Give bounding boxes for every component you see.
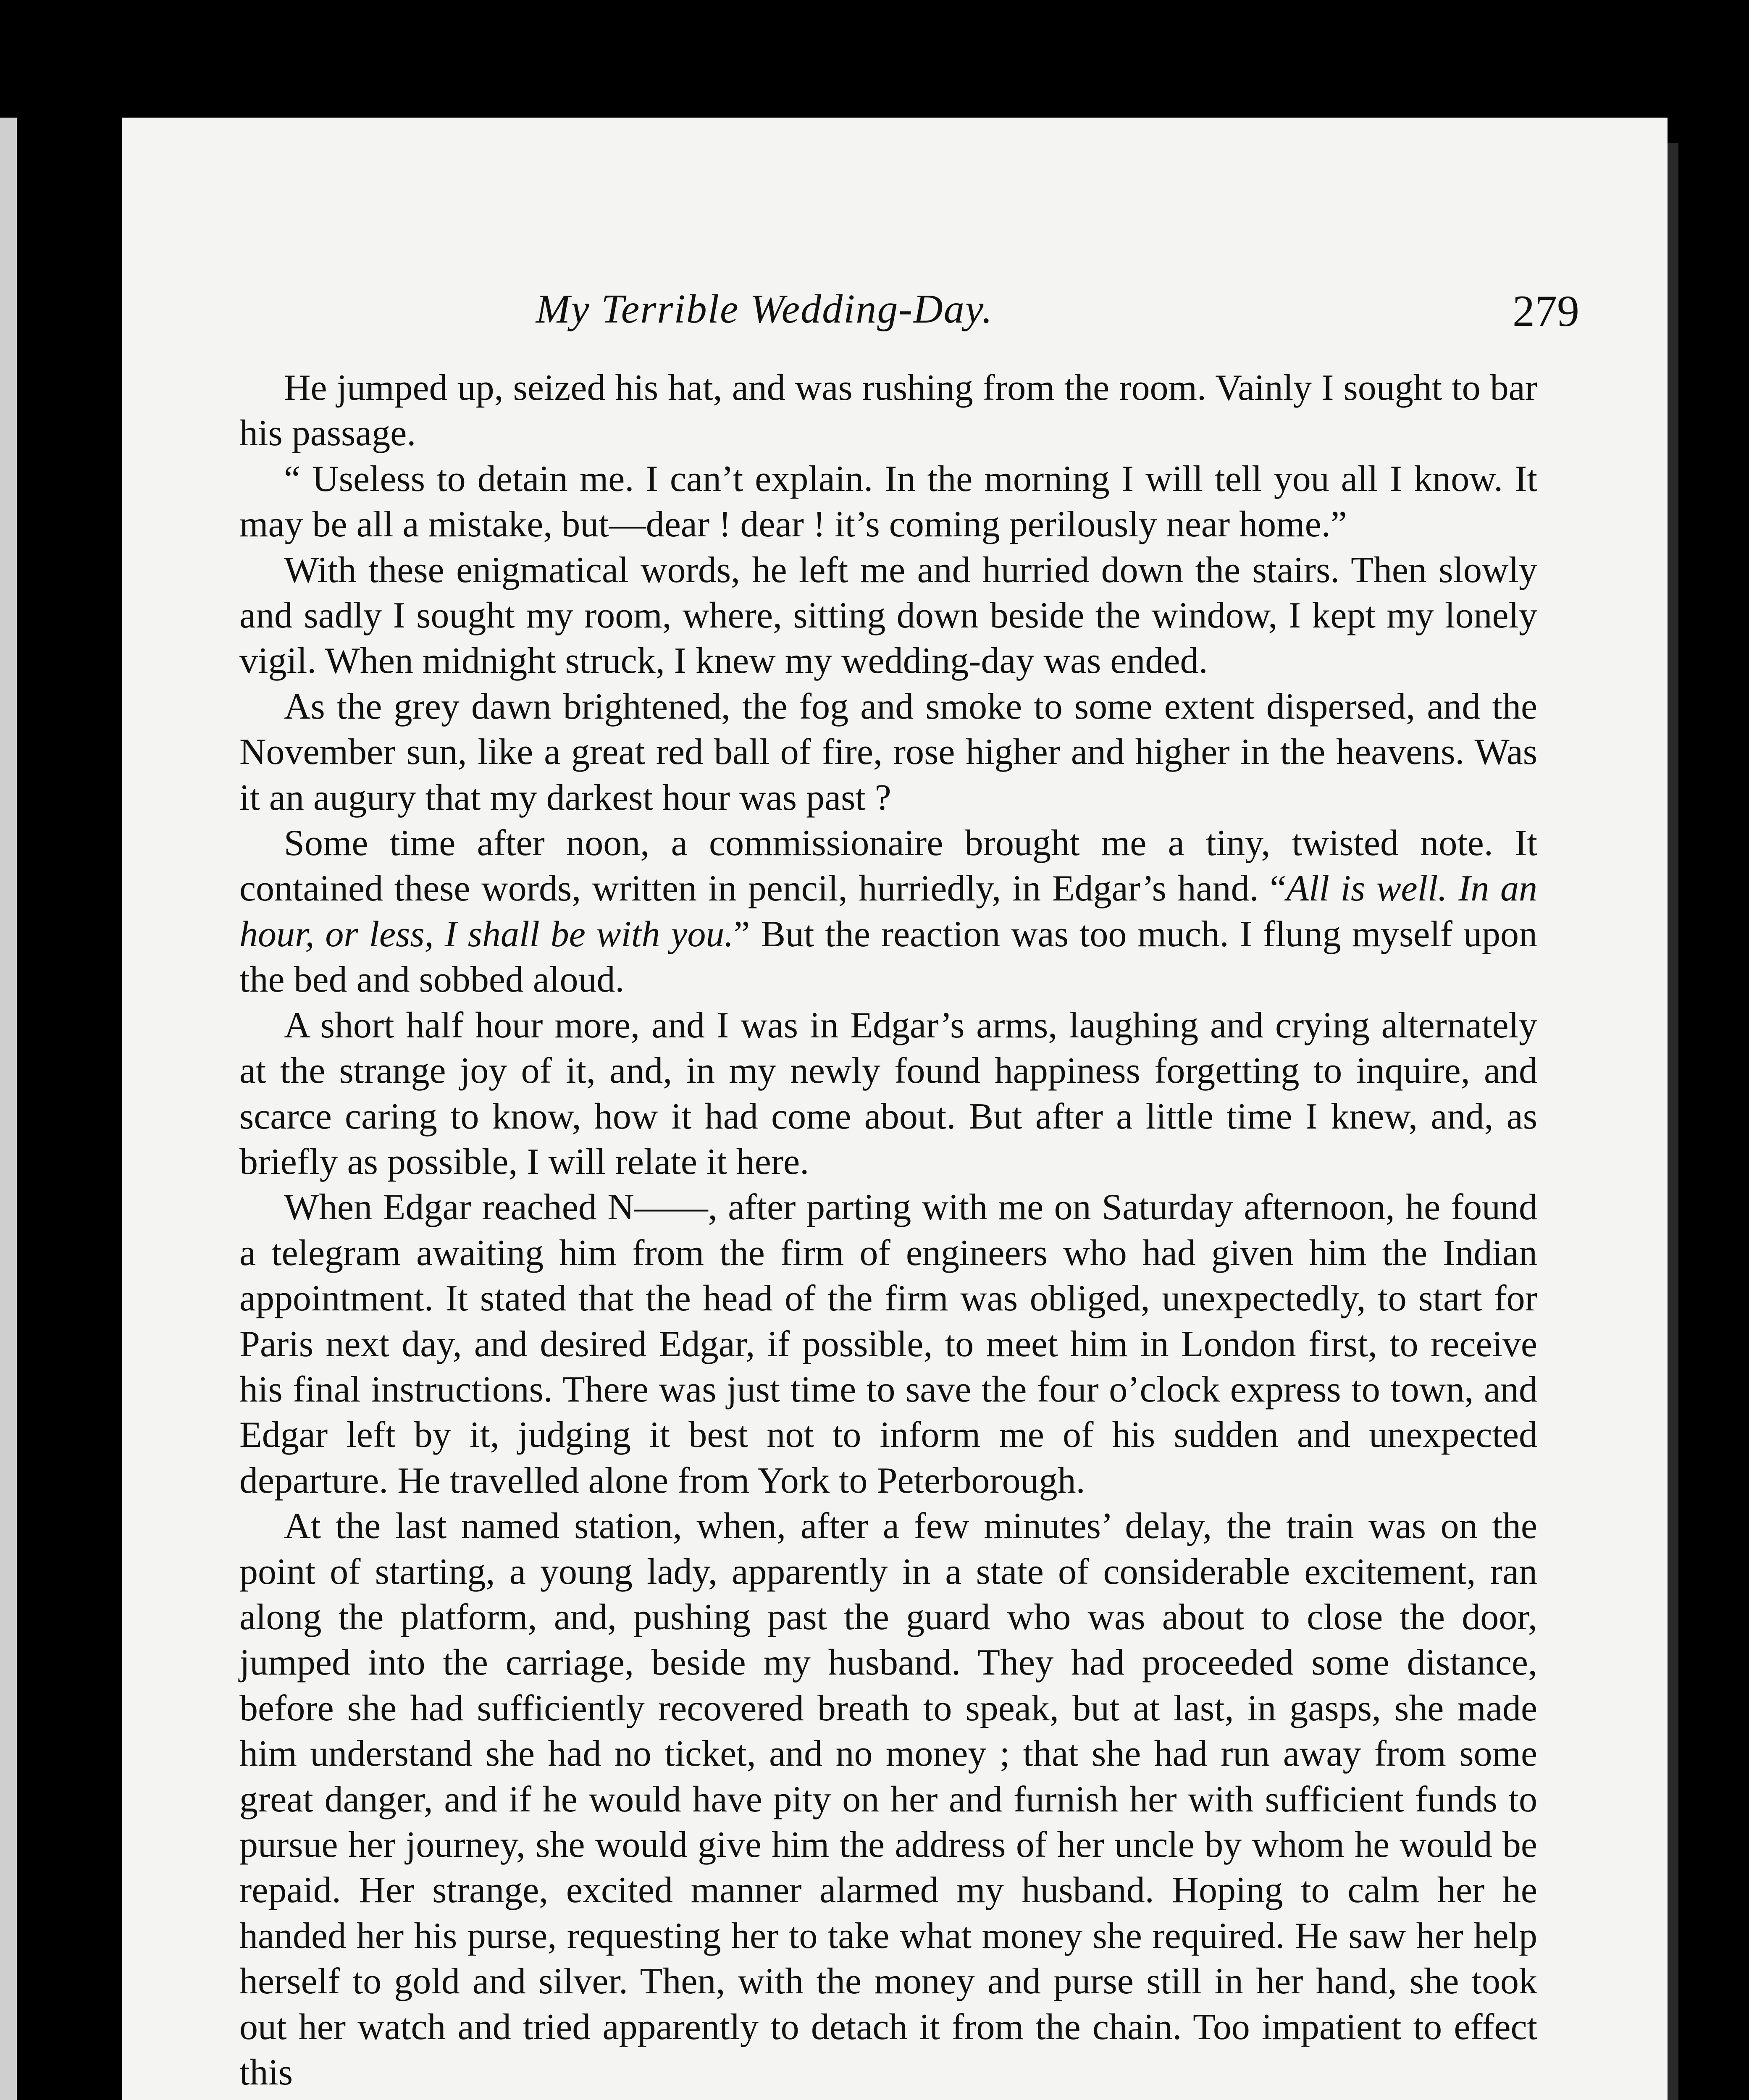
book-page — [122, 118, 1668, 2100]
page-header — [122, 286, 1668, 353]
quoted-note-italic: All is well. In an hour, or less, I shall be with you. — [239, 868, 1537, 955]
paragraph-text: Some time after noon, a commissionaire brought me a tiny, twisted note. It contained these words, written in pencil, hurriedly, in Edgar’s hand. “ — [239, 823, 1537, 909]
page-number: 279 — [1513, 286, 1579, 336]
paragraph-text: ” But the reaction was too much. I flung myself upon the bed and sobbed aloud. — [239, 914, 1538, 1000]
paragraph: “ Useless to detain me. I can’t explain. In the morning I will tell you all I know. It may be all a mistake, but—dear ! dear ! it’s coming perilously near home.” — [239, 458, 1537, 545]
running-title: My Terrible Wedding-Day. — [536, 286, 993, 332]
paragraph: A short half hour more, and I was in Edgar’s arms, laughing and crying alternately at the strange joy of it, and, in my newly found happiness forgetting to inquire, and scarce caring to know, how it had come about. But after a little time I knew, and, as briefly as possible, I will relate it here. — [239, 1005, 1537, 1182]
paragraph: With these enigmatical words, he left me and hurried down the stairs. Then slowly and sadly I sought my room, where, sitting down beside the window, I kept my lonely vigil. When midnight struck, I knew my wedding-day was ended. — [239, 549, 1537, 682]
body-text — [239, 365, 1537, 2095]
paragraph: As the grey dawn brightened, the fog and smoke to some extent dispersed, and the November sun, like a great red ball of fire, rose higher and higher in the heavens. Was it an augury that my darkest hour was past ? — [239, 686, 1537, 818]
paragraph: When Edgar reached N——, after parting with me on Saturday afternoon, he found a telegram awaiting him from the firm of engineers who had given him the Indian appointment. It stated that the head of the firm was obliged, unexpectedly, to start for Paris next day, and desired Edgar, if possible, to meet him in London first, to receive his final instructions. There was just time to save the four o’clock express to town, and Edgar left by it, judging it best not to inform me of his sudden and unexpected departure. He travelled alone from York to Peterborough. — [239, 1187, 1537, 1501]
paragraph — [239, 821, 1537, 1003]
scan-left-edge — [0, 118, 17, 2100]
paragraph: He jumped up, seized his hat, and was rushing from the room. Vainly I sought to bar his passage. — [239, 368, 1537, 454]
paragraph: At the last named station, when, after a few minutes’ delay, the train was on the point of starting, a young lady, apparently in a state of considerable excitement, ran along the platform, and, pushing past the guard who was about to close the door, jumped into the carriage, beside my husband. They had proceeded some distance, before she had sufficiently recovered breath to speak, but at last, in gasps, she made him understand she had no ticket, and no money ; that she had run away from some great danger, and if he would have pity on her and furnish her with sufficient funds to pursue her journey, she would give him the address of her uncle by whom he would be repaid. Her strange, excited manner alarmed my husband. Hoping to calm her he handed her his purse, requesting her to take what money she required. He saw her help herself to gold and silver. Then, with the money and purse still in her hand, she took out her watch and tried apparently to detach it from the chain. Too impatient to effect this — [239, 1506, 1537, 2093]
